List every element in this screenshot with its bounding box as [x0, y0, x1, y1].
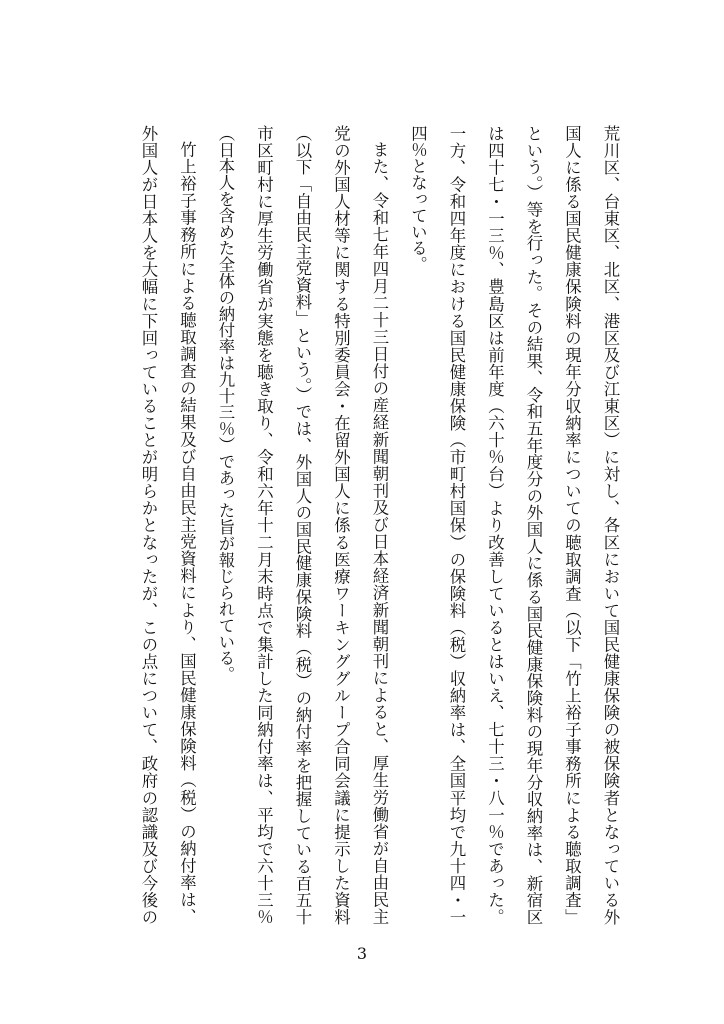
paragraph-3 [129, 125, 206, 925]
text-line: 党の外国人材等に関する特別委員会・在留外国人に係る医療ワーキンググループ合同会議に提示した資料 [331, 125, 351, 925]
text-line: （日本人を含めた全体の納付率は九十三％）であった旨が報じられている。 [216, 125, 235, 683]
text-line: 国人に係る国民健康保険料の現年分収納率についての聴取調査（以下「竹上裕子事務所による聴取調査」 [562, 125, 582, 925]
text-line: 外国人が日本人を大幅に下回っていることが明らかとなったが、この点について、政府の認識及び今後の [139, 125, 158, 925]
text-line: 四％となっている。 [408, 125, 428, 273]
text-line: （以下「自由民主党資料」という。）では、外国人の国民健康保険料（税）の納付率を把握している百五十 [293, 125, 312, 925]
text-line: という。）等を行った。その結果、令和五年度分の外国人に係る国民健康保険料の現年分収納率は、新宿区 [524, 125, 543, 925]
text-line: また、令和七年四月二十三日付の産経新聞朝刊及び日本経済新聞朝刊によると、厚生労働省が自由民主 [370, 141, 389, 925]
body-text [128, 125, 629, 925]
paragraph-2 [206, 125, 399, 925]
text-line: 一方、令和四年度における国民健康保険（市町村国保）の保険料（税）収納率は、全国平均で九十四・一 [447, 125, 466, 925]
text-line: は四十七・一三％、豊島区は前年度（六十％台）より改善しているとはいえ、七十三・八一％であった。 [485, 125, 505, 925]
paragraph-1 [398, 125, 629, 925]
text-line: 竹上裕子事務所による聴取調査の結果及び自由民主党資料により、国民健康保険料（税）の納付率は、 [177, 141, 197, 925]
page-number: 3 [356, 944, 368, 963]
text-line: 荒川区、台東区、北区、港区及び江東区）に対し、各区において国民健康保険の被保険者となっている外 [601, 125, 620, 925]
text-line: 市区町村に厚生労働省が実態を聴き取り、令和六年十二月末時点で集計した同納付率は、平均で六十三％ [254, 125, 274, 925]
